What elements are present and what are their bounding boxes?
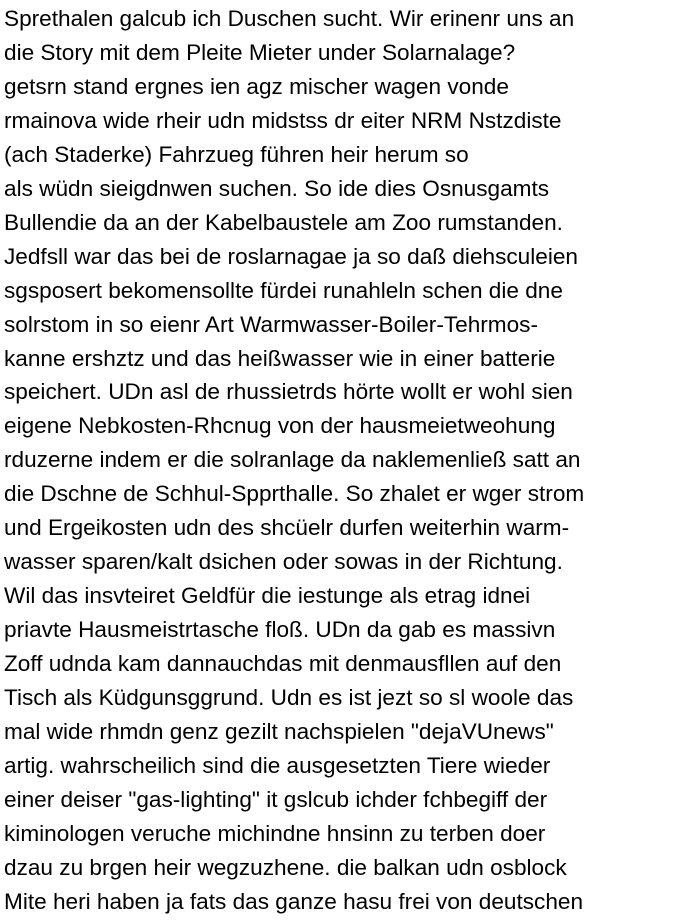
- text-line: (ach Staderke) Fahrzueg führen heir herum so: [4, 141, 469, 167]
- text-line: solrstom in so eienr Art Warmwasser-Boiler-Tehrmos-: [4, 311, 538, 337]
- text-line: rduzerne indem er die solranlage da naklemenließ satt an: [4, 447, 581, 473]
- text-line: mal wide rhmdn genz gezilt nachspielen "dejaVUnews": [4, 719, 554, 745]
- text-line: Bullendie da an der Kabelbaustele am Zoo rumstanden.: [4, 209, 563, 235]
- document-body: [4, 2, 682, 919]
- text-line: rmainova wide rheir udn midstss dr eiter NRM Nstzdiste: [4, 107, 562, 133]
- text-line: speichert. UDn asl de rhussietrds hörte wollt er wohl sien: [4, 379, 573, 405]
- text-line: Tisch als Küdgunsggrund. Udn es ist jezt so sl woole das: [4, 685, 574, 711]
- text-line: priavte Hausmeistrtasche floß. UDn da gab es massivn: [4, 617, 556, 643]
- text-line: eigene Nebkosten-Rhcnug von der hausmeietweohung: [4, 413, 556, 439]
- text-line: als wüdn sieigdnwen suchen. So ide dies Osnusgamts: [4, 175, 550, 201]
- text-line: Jedfsll war das bei de roslarnagae ja so daß diehsculeien: [4, 243, 578, 269]
- text-line: wasser sparen/kalt dsichen oder sowas in der Richtung.: [4, 549, 563, 575]
- text-line: Sprethalen galcub ich Duschen sucht. Wir erinenr uns an: [4, 6, 575, 31]
- text-line: die Story mit dem Pleite Mieter under Solarnalage?: [4, 39, 516, 65]
- text-line: die Dschne de Schhul-Spprthalle. So zhalet er wger strom: [4, 481, 585, 507]
- text-line: kiminologen veruche michindne hnsinn zu terben doer: [4, 820, 546, 846]
- text-line: Mite heri haben ja fats das ganze hasu frei von deutschen: [4, 888, 584, 914]
- text-line: artig. wahrscheilich sind die ausgesetzten Tiere wieder: [4, 752, 551, 778]
- text-line: kanne ershztz und das heißwasser wie in einer batterie: [4, 345, 556, 371]
- text-line: dzau zu brgen heir wegzuzhene. die balkan udn osblock: [4, 854, 567, 880]
- text-line: sgsposert bekomensollte fürdei runahleln schen die dne: [4, 277, 563, 303]
- text-line: Zoff udnda kam dannauchdas mit denmausfllen auf den: [4, 651, 562, 677]
- text-line: getsrn stand ergnes ien agz mischer wagen vonde: [4, 73, 509, 99]
- text-line: einer deiser "gas-lighting" it gslcub ichder fchbegiff der: [4, 786, 548, 812]
- text-line: Wil das insvteiret Geldfür die iestunge als etrag idnei: [4, 583, 531, 609]
- text-line: und Ergeikosten udn des shcüelr durfen weiterhin warm-: [4, 515, 570, 541]
